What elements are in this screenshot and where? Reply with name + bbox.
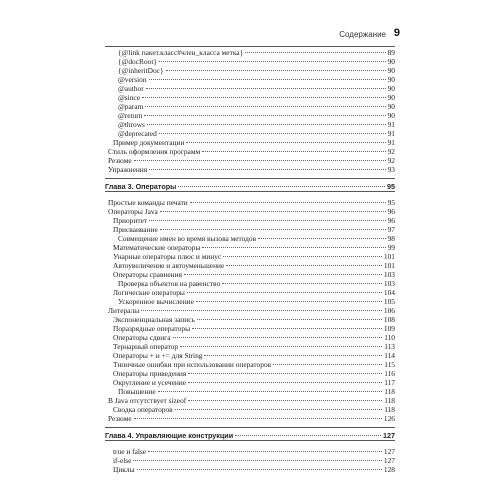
- toc-entry-page: 128: [383, 465, 395, 474]
- toc-entry[interactable]: [108, 412, 395, 422]
- dot-leader: [180, 338, 382, 347]
- dot-leader: [160, 221, 386, 230]
- toc-entry-title: Операторы Java: [108, 207, 158, 216]
- toc-entry-page: 90: [387, 84, 395, 93]
- dot-leader: [145, 98, 385, 107]
- toc-entry-page: 114: [384, 351, 395, 360]
- toc-entry-page: 127: [383, 456, 395, 465]
- toc-entry-title: Глава 3. Операторы: [105, 182, 177, 191]
- toc-entry-title: Сводка операторов: [113, 405, 173, 414]
- toc-entry-title: Циклы: [113, 465, 135, 474]
- toc-entry-title: Пример документации: [113, 138, 185, 147]
- toc-entry-page: 93: [387, 165, 395, 174]
- chapter-rule: [105, 191, 395, 192]
- dot-leader: [134, 152, 386, 161]
- toc-entry-title: Приоритет: [113, 216, 148, 225]
- toc-chapter-entry[interactable]: [105, 180, 395, 190]
- toc-entry-title: Проверка объектов на равенство: [118, 279, 221, 288]
- toc-entry-title: @param: [118, 102, 144, 111]
- toc-entry-page: 118: [384, 405, 395, 414]
- page-number: 9: [393, 27, 400, 39]
- dot-leader: [134, 410, 382, 419]
- dot-leader: [147, 116, 386, 125]
- toc-entry-page: 90: [387, 66, 395, 75]
- toc-entry-page: 118: [384, 396, 395, 405]
- dot-leader: [178, 178, 385, 187]
- dot-leader: [223, 248, 382, 257]
- toc-entry-page: 113: [384, 342, 395, 351]
- running-header-title: Содержание: [339, 30, 386, 39]
- dot-leader: [141, 302, 382, 311]
- toc-entry-title: Повышение: [118, 387, 156, 396]
- toc-entry-title: Поразрядные операторы: [113, 324, 191, 333]
- toc-entry-page: 91: [387, 120, 395, 129]
- dot-leader: [202, 239, 385, 248]
- dot-leader: [258, 230, 386, 239]
- dot-leader: [175, 401, 383, 410]
- toc-entry-page: 91: [387, 138, 395, 147]
- toc-entry-page: 98: [387, 234, 395, 243]
- toc-entry-title: Совмещение имен во время вызова методов: [118, 234, 257, 243]
- toc-entry-title: Типичные ошибки при использовании операторов: [113, 360, 272, 369]
- toc-entry-title: if-else: [113, 456, 132, 465]
- toc-entry-title: Операторы + и += для String: [113, 351, 203, 360]
- dot-leader: [196, 293, 382, 302]
- chapter-rule: [105, 440, 395, 441]
- toc-entry-title: Присваивание: [113, 225, 158, 234]
- toc-entry-page: 91: [387, 129, 395, 138]
- toc-entry-page: 116: [384, 369, 395, 378]
- toc-entry-page: 117: [384, 378, 395, 387]
- toc-entry-title: Литералы: [108, 306, 140, 315]
- toc-entry[interactable]: [113, 463, 395, 473]
- dot-leader: [149, 212, 386, 221]
- dot-leader: [137, 461, 382, 470]
- toc-entry-page: 118: [384, 387, 395, 396]
- toc-entry-page: 96: [387, 216, 395, 225]
- toc-entry-page: 105: [383, 297, 395, 306]
- toc-entry-title: true и false: [113, 447, 147, 456]
- toc-entry-title: Унарные операторы плюс и минус: [113, 252, 222, 261]
- dot-leader: [192, 320, 382, 329]
- toc-entry-title: @version: [118, 75, 147, 84]
- toc-entry-page: 95: [387, 198, 395, 207]
- toc-entry-title: Автоувеличение и автоуменьшение: [113, 261, 225, 270]
- toc-entry-title: {@docRoot}: [118, 57, 157, 66]
- dot-leader: [149, 161, 385, 170]
- toc-entry-title: Операторы приведения: [113, 369, 187, 378]
- toc-entry-title: Резюме: [108, 156, 132, 165]
- toc-entry-page: 90: [387, 93, 395, 102]
- toc-entry-page: 109: [383, 324, 395, 333]
- dot-leader: [159, 125, 386, 134]
- toc-entry-page: 92: [387, 147, 395, 156]
- toc-entry-title: Упражнения: [108, 165, 148, 174]
- toc-entry-page: 101: [383, 252, 395, 261]
- dot-leader: [142, 89, 386, 98]
- dot-leader: [204, 347, 382, 356]
- toc-entry-title: Математические операторы: [113, 243, 201, 252]
- toc-entry-title: Округление и усечение: [113, 378, 187, 387]
- toc-entry-page: 126: [383, 414, 395, 423]
- toc-entry-page: 90: [387, 57, 395, 66]
- toc-entry-title: Резюме: [108, 414, 132, 423]
- toc-entry-page: 103: [383, 279, 395, 288]
- toc-entry-page: 92: [387, 156, 395, 165]
- dot-leader: [146, 80, 386, 89]
- dot-leader: [202, 143, 385, 152]
- dot-leader: [235, 427, 381, 436]
- toc-entry-page: 106: [383, 306, 395, 315]
- toc-entry-page: 110: [384, 333, 395, 342]
- toc-entry-page: 104: [383, 288, 395, 297]
- toc-entry-page: 90: [387, 111, 395, 120]
- toc-entry-title: {@link пакет.класс#член_класса метка}: [118, 48, 244, 57]
- toc-entry-page: 101: [383, 261, 395, 270]
- toc-entry-title: Стиль оформления программ: [108, 147, 201, 156]
- toc-entry-title: @since: [118, 93, 140, 102]
- dot-leader: [188, 392, 382, 401]
- dot-leader: [245, 44, 385, 53]
- toc-entry-title: Тернарный оператор: [113, 342, 179, 351]
- dot-leader: [197, 311, 382, 320]
- toc-entry-title: В Java отсутствует sizeof: [108, 396, 187, 405]
- toc-entry-page: 96: [387, 207, 395, 216]
- dot-leader: [144, 107, 385, 116]
- toc-entry-page: 89: [387, 48, 395, 57]
- dot-leader: [184, 266, 382, 275]
- dot-leader: [166, 62, 386, 71]
- dot-leader: [158, 383, 383, 392]
- toc-chapter-entry[interactable]: [105, 429, 395, 439]
- toc-entry-title: {@inheritDoc}: [118, 66, 164, 75]
- toc-entry-title: Логические операторы: [113, 288, 185, 297]
- toc-entry-page: 99: [387, 243, 395, 252]
- dot-leader: [273, 356, 382, 365]
- toc-entry-page: 97: [387, 225, 395, 234]
- toc-entry-title: @return: [118, 111, 143, 120]
- dot-leader: [188, 374, 382, 383]
- toc-entry-page: 108: [383, 315, 395, 324]
- dot-leader: [222, 275, 382, 284]
- toc-entry-page: 95: [387, 182, 395, 191]
- toc-entry-title: @author: [118, 84, 144, 93]
- toc-entry-title: @deprecated: [118, 129, 157, 138]
- toc-entry-title: Глава 4. Управляющие конструкции: [105, 431, 234, 440]
- toc-entry-page: 90: [387, 75, 395, 84]
- dot-leader: [148, 443, 382, 452]
- dot-leader: [173, 329, 383, 338]
- toc-entry-page: 127: [383, 447, 395, 456]
- toc-entry-page: 127: [383, 431, 395, 440]
- toc-entry-title: Операторы сдвига: [113, 333, 171, 342]
- dot-leader: [133, 452, 381, 461]
- dot-leader: [160, 203, 386, 212]
- toc-entry-page: 103: [383, 270, 395, 279]
- toc-entry-title: Простые команды печати: [108, 198, 188, 207]
- dot-leader: [188, 365, 382, 374]
- toc-entry-title: @throws: [118, 120, 145, 129]
- dot-leader: [187, 284, 382, 293]
- dot-leader: [190, 194, 386, 203]
- toc-entry-page: 90: [387, 102, 395, 111]
- dot-leader: [159, 53, 386, 62]
- toc-entry-title: Ускоренное вычисление: [118, 297, 194, 306]
- toc-entry-title: Операторы сравнения: [113, 270, 182, 279]
- toc-entry-title: Экспоненциальная запись: [113, 315, 195, 324]
- dot-leader: [186, 134, 385, 143]
- toc-entry[interactable]: [108, 163, 395, 173]
- dot-leader: [226, 257, 382, 266]
- toc-entry-page: 115: [384, 360, 395, 369]
- dot-leader: [149, 71, 386, 80]
